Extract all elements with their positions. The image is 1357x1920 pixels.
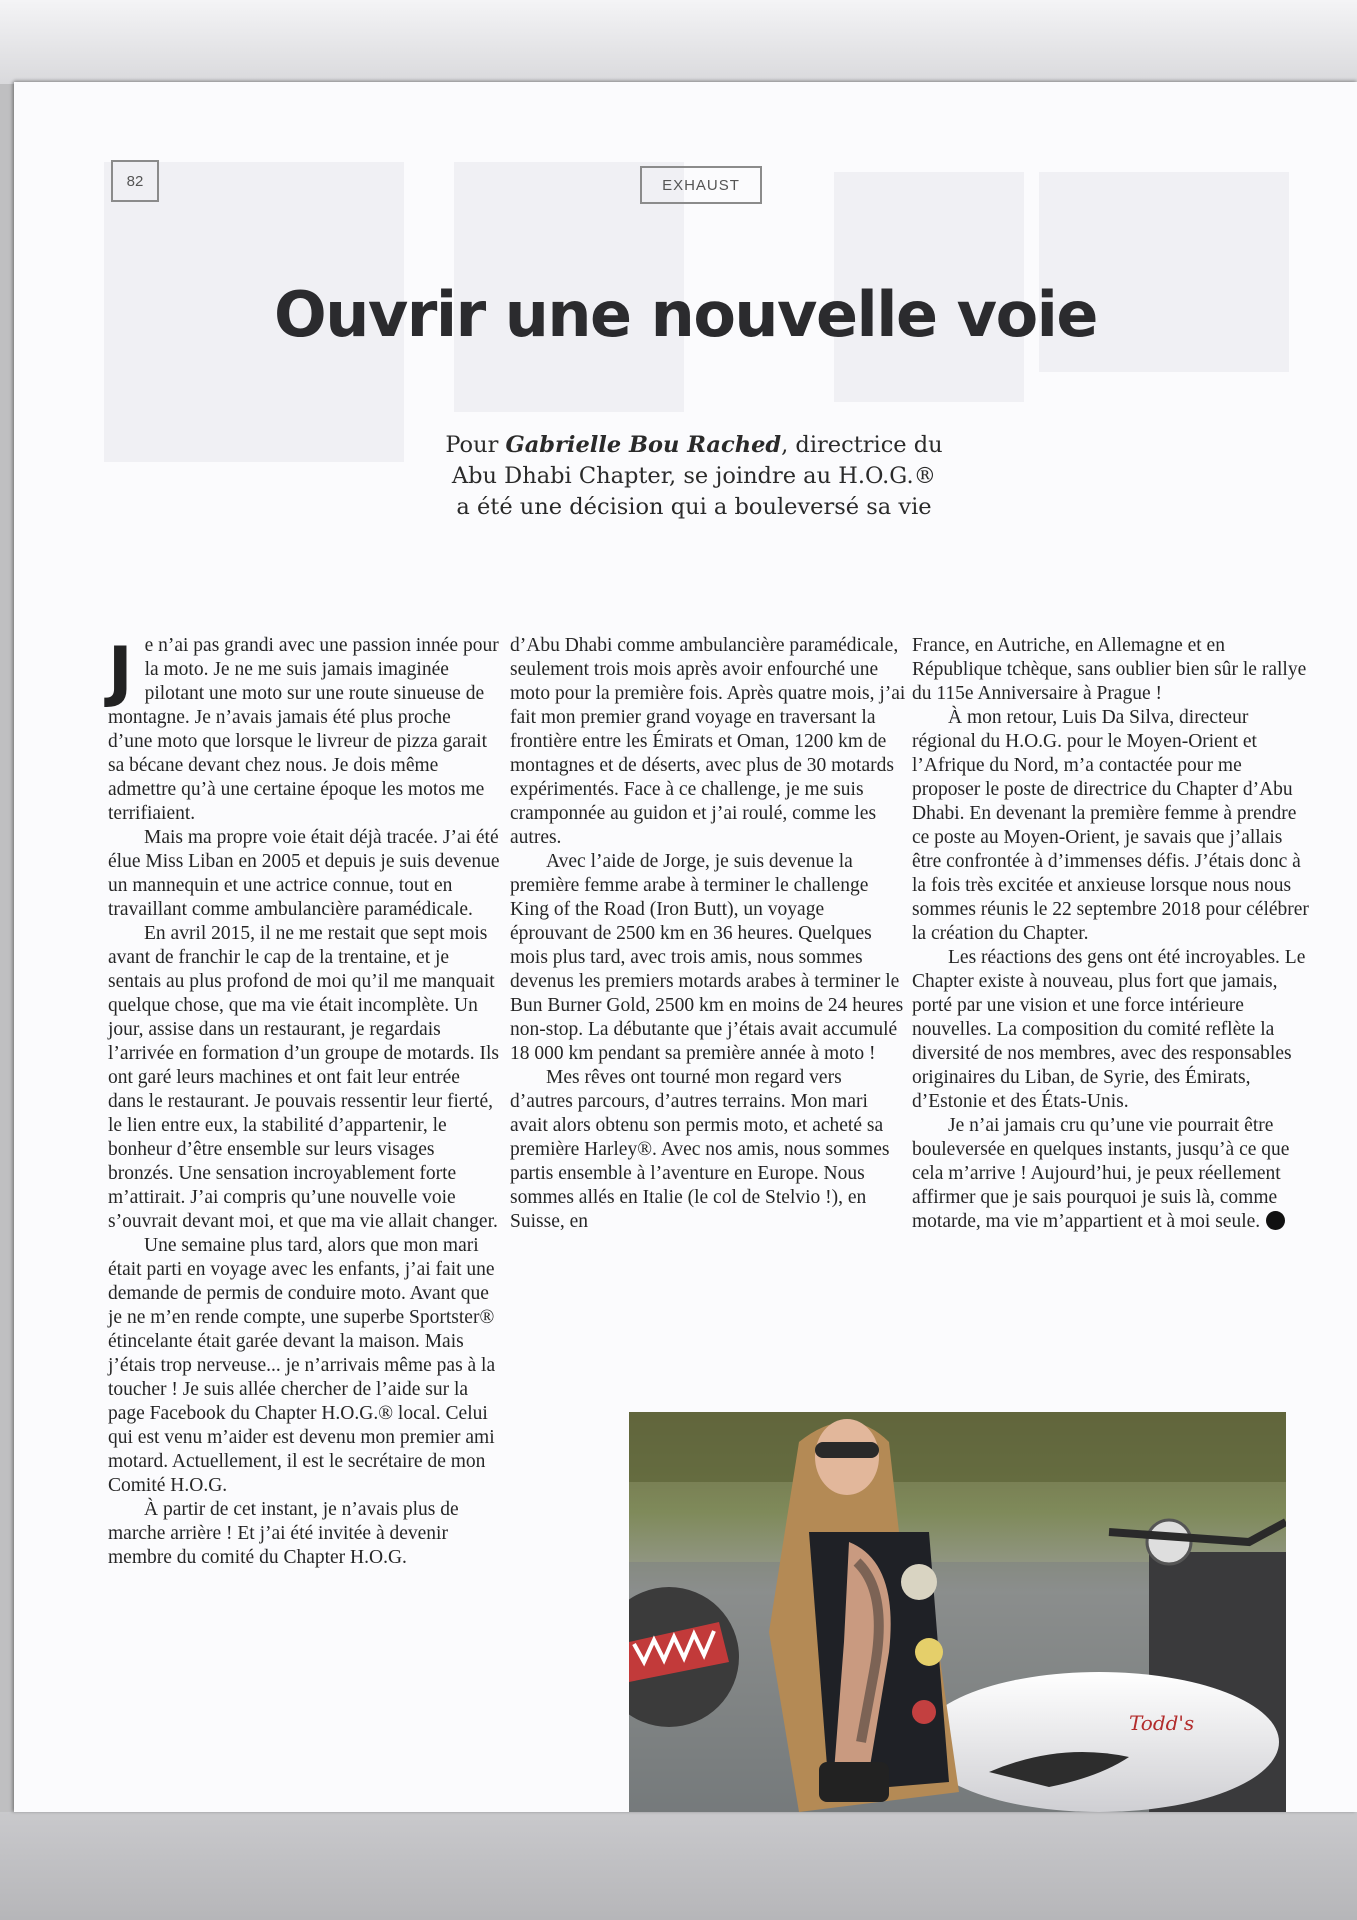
paragraph: d’Abu Dhabi comme ambulancière paramédicale, seulement trois mois après avoir enfourché une moto pour la première fois. Après quatre mois, j’ai fait mon premier grand voyage en traversant la frontière entre les Émirats et Oman, 1200 km de montagnes et de déserts, avec plus de 30 motards expérimentés. Face à ce challenge, je me suis cramponnée au guidon et j’ai roulé, comme les autres. xyxy=(510,635,906,848)
paragraph: À partir de cet instant, je n’avais plus de marche arrière ! Et j’ai été invitée à devenir membre du comité du Chapter H.O.G. xyxy=(108,1499,459,1568)
standfirst-line-1 xyxy=(414,430,974,461)
tank-script: Todd's xyxy=(1129,1711,1195,1735)
paragraph: Mes rêves ont tourné mon regard vers d’autres parcours, d’autres terrains. Mon mari avait alors obtenu son permis moto, et acheté sa première Harley®. Avec nos amis, nous sommes partis ensemble à l’aventure en Europe. Nous sommes allés en Italie (le col de Stelvio !), en Suisse, en xyxy=(510,1067,890,1232)
rider-photo-illustration xyxy=(629,1412,1286,1812)
mirror xyxy=(1147,1520,1191,1564)
standfirst-line-3: a été une décision qui a bouleversé sa vie xyxy=(456,494,932,520)
paragraph: En avril 2015, il ne me restait que sept mois avant de franchir le cap de la trentaine, et je sentais au plus profond de moi qu’il me manquait quelque chose, que ma vie était incomplète. Un jour, assise dans un restaurant, je regardais l’arrivée en formation d’un groupe de motards. Ils ont garé leurs machines et ont fait leur entrée dans le restaurant. Je pouvais ressentir leur fierté, le lien entre eux, la stabilité d’appartenir, le bonheur d’être ensemble sur leurs visages bronzés. Une sensation incroyablement forte m’attirait. J’ai compris qu’une nouvelle voie s’ouvrait devant moi, et que ma vie allait changer. xyxy=(108,923,499,1232)
article-title: Ouvrir une nouvelle voie xyxy=(274,278,1097,351)
vest-patch xyxy=(901,1564,937,1600)
scanner-bottom-margin xyxy=(0,1812,1357,1920)
subject-name: Gabrielle Bou Rached xyxy=(505,432,782,458)
paragraph: À mon retour, Luis Da Silva, directeur régional du H.O.G. pour le Moyen-Orient et l’Afrique du Nord, m’a contactée pour me proposer le poste de directrice du Chapter d’Abu Dhabi. En devenant la première femme à prendre ce poste au Moyen-Orient, je savais que j’allais être confrontée à d’immenses défis. J’étais donc à la fois très excitée et anxieuse lorsque nous nous sommes réunis le 22 septembre 2018 pour célébrer la création du Chapter. xyxy=(912,707,1309,944)
paragraph: Une semaine plus tard, alors que mon mari était parti en voyage avec les enfants, j’ai fait une demande de permis de conduire moto. Avant que je ne m’en rende compte, une superbe Sportster® étincelante était garée devant la maison. Mais j’étais trop nerveuse... je n’arrivais même pas à la toucher ! Je suis allée chercher de l’aide sur la page Facebook du Chapter H.O.G.® local. Celui qui est venu m’aider est devenu mon premier ami motard. Actuellement, il est le secrétaire de mon Comité H.O.G. xyxy=(108,1235,496,1496)
paragraph: France, en Autriche, en Allemagne et en République tchèque, sans oublier bien sûr le rallye du 115e Anniversaire à Prague ! xyxy=(912,635,1307,704)
text-column-2 xyxy=(510,634,906,1234)
article-photo xyxy=(629,1412,1286,1812)
scanner-top-margin xyxy=(0,0,1357,84)
drop-cap: J xyxy=(108,633,133,710)
section-tag: EXHAUST xyxy=(640,166,762,204)
standfirst xyxy=(414,430,974,523)
paragraph: e n’ai pas grandi avec une passion innée pour la moto. Je ne me suis jamais imaginée pilotant une moto sur une route sinueuse de montagne. Je n’avais jamais été plus proche d’une moto que lorsque le livreur de pizza garait sa bécane devant chez nous. Je dois même admettre qu’à une certaine époque les motos me terrifiaient. xyxy=(108,635,499,824)
paragraph: Mais ma propre voie était déjà tracée. J’ai été élue Miss Liban en 2005 et depuis je suis devenue un mannequin et une actrice connue, tout en travaillant comme ambulancière paramédicale. xyxy=(108,827,500,920)
paragraph: Les réactions des gens ont été incroyables. Le Chapter existe à nouveau, plus fort que jamais, porté par une vision et une force intérieure nouvelles. La composition du comité reflète la diversité de nos membres, avec des responsables originaires du Liban, de Syrie, des Émirats, d’Estonie et des États-Unis. xyxy=(912,947,1306,1112)
riding-glove xyxy=(819,1762,889,1802)
background-trees xyxy=(629,1412,1286,1482)
magazine-page xyxy=(14,82,1357,1812)
paragraph xyxy=(912,1114,1312,1234)
sunglasses xyxy=(815,1442,879,1458)
standfirst-line-2: Abu Dhabi Chapter, se joindre au H.O.G.® xyxy=(451,463,937,489)
text-column-1 xyxy=(108,634,500,1570)
standfirst-text: , directrice du xyxy=(781,432,943,458)
page-number: 82 xyxy=(111,160,159,202)
vest-patch xyxy=(912,1700,936,1724)
vest-patch xyxy=(915,1638,943,1666)
fuel-tank xyxy=(919,1672,1279,1812)
text-column-3 xyxy=(912,634,1312,1234)
paragraph-text: Je n’ai jamais cru qu’une vie pourrait être bouleversée en quelques instants, jusqu’à ce que cela m’arrive ! Aujourd’hui, je peux réellement affirmer que je sais pourquoi je suis là, comme motarde, ma vie m’appartient et à moi seule. xyxy=(912,1115,1290,1232)
paragraph: Avec l’aide de Jorge, je suis devenue la première femme arabe à terminer le challenge King of the Road (Iron Butt), un voyage éprouvant de 2500 km en 36 heures. Quelques mois plus tard, avec trois amis, nous sommes devenus les premiers motards arabes à terminer le Bun Burner Gold, 2500 km en moins de 24 heures non-stop. La débutante que j’étais avait accumulé 18 000 km pendant sa première année à moto ! xyxy=(510,851,904,1064)
standfirst-text: Pour xyxy=(445,432,506,458)
end-of-article-dot-icon xyxy=(1266,1211,1285,1230)
